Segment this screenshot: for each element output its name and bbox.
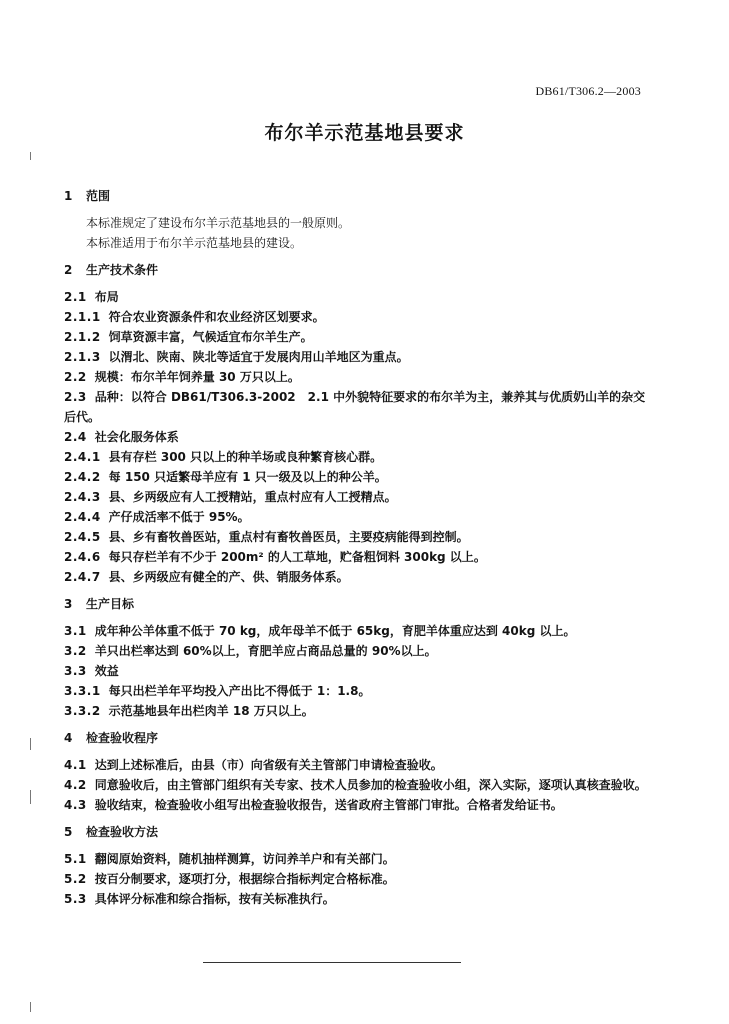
clause-4-2: [64, 775, 654, 795]
section-title: 生产目标: [86, 597, 135, 611]
clause-text: 同意验收后，由主管部门组织有关专家、技术人员参加的检查验收小组，深入实际，逐项认真核查验收。: [94, 778, 647, 792]
clause-text: 县、乡两级应有健全的产、供、销服务体系。: [108, 570, 349, 584]
clause-2-4-5: [64, 527, 654, 547]
clause-4-3: [64, 795, 654, 815]
clause-number: 5.1: [64, 852, 87, 866]
clause-text: 按百分制要求，逐项打分，根据综合指标判定合格标准。: [94, 872, 395, 886]
clause-number: 2.4.4: [64, 510, 101, 524]
clause-number: 2.2: [64, 370, 87, 384]
clause-number: 3.1: [64, 624, 87, 638]
scan-artifact: [30, 790, 31, 804]
clause-number: 4.2: [64, 778, 87, 792]
document-body: [64, 186, 654, 909]
clause-5-2: [64, 869, 654, 889]
paragraph: 本标准规定了建设布尔羊示范基地县的一般原则。: [86, 216, 351, 230]
clause-3-1: [64, 621, 654, 641]
section-title: 生产技术条件: [86, 263, 159, 277]
clause-3-3-2: [64, 701, 654, 721]
clause-text: 以渭北、陕南、陕北等适宜于发展肉用山羊地区为重点。: [108, 350, 409, 364]
clause-text: 社会化服务体系: [94, 430, 179, 444]
clause-2-4-4: [64, 507, 654, 527]
clause-text: 翻阅原始资料，随机抽样测算，访问养羊户和有关部门。: [94, 852, 395, 866]
clause-5-1: [64, 849, 654, 869]
section-title: 检查验收方法: [86, 825, 159, 839]
clause-2-4-1: [64, 447, 654, 467]
clause-text: 效益: [94, 664, 119, 678]
section-number: 5: [64, 825, 73, 839]
clause-number: 2.1.1: [64, 310, 101, 324]
clause-2-1: [64, 287, 654, 307]
clause-number: 4.1: [64, 758, 87, 772]
clause-2-2: [64, 367, 654, 387]
clause-text: 产仔成活率不低于 95%。: [108, 510, 250, 524]
clause-2-3: [64, 387, 654, 427]
section-heading-4: [64, 728, 654, 748]
clause-number: 2.4.1: [64, 450, 101, 464]
clause-number: 2.4.3: [64, 490, 101, 504]
clause-number: 2.3: [64, 390, 87, 404]
clause-number: 4.3: [64, 798, 87, 812]
clause-number: 3.2: [64, 644, 87, 658]
section-heading-1: [64, 186, 654, 206]
clause-number: 2.4: [64, 430, 87, 444]
clause-2-4-6: [64, 547, 654, 567]
clause-2-1-1: [64, 307, 654, 327]
section-title: 检查验收程序: [86, 731, 159, 745]
clause-text: 示范基地县年出栏肉羊 18 万只以上。: [108, 704, 314, 718]
clause-text: 达到上述标准后，由县（市）向省级有关主管部门申请检查验收。: [94, 758, 443, 772]
paragraph: 本标准适用于布尔羊示范基地县的建设。: [86, 236, 303, 250]
clause-text: 规模：布尔羊年饲养量 30 万只以上。: [94, 370, 300, 384]
clause-text: 县、乡有畜牧兽医站，重点村有畜牧兽医员，主要疫病能得到控制。: [108, 530, 469, 544]
clause-number: 5.3: [64, 892, 87, 906]
clause-number: 2.1: [64, 290, 87, 304]
clause-number: 3.3.1: [64, 684, 101, 698]
clause-3-3-1: [64, 681, 654, 701]
clause-2-1-2: [64, 327, 654, 347]
section-heading-5: [64, 822, 654, 842]
clause-text: 验收结束，检查验收小组写出检查验收报告，送省政府主管部门审批。合格者发给证书。: [94, 798, 563, 812]
clause-number: 2.4.2: [64, 470, 101, 484]
clause-2-1-3: [64, 347, 654, 367]
clause-number: 2.4.6: [64, 550, 101, 564]
clause-text: 品种：以符合 DB61/T306.3-2002 2.1 中外貌特征要求的布尔羊为主，兼养其与优质奶山羊的杂交后代。: [64, 390, 646, 424]
clause-3-2: [64, 641, 654, 661]
clause-text: 县、乡两级应有人工授精站，重点村应有人工授精点。: [108, 490, 397, 504]
clause-3-3: [64, 661, 654, 681]
clause-text: 每 150 只适繁母羊应有 1 只一级及以上的种公羊。: [108, 470, 387, 484]
clause-number: 2.1.2: [64, 330, 101, 344]
clause-text: 符合农业资源条件和农业经济区划要求。: [108, 310, 325, 324]
scan-artifact: [30, 1002, 31, 1012]
scan-artifact: [30, 152, 31, 160]
document-title: 布尔羊示范基地县要求: [264, 122, 465, 144]
footer-rule: [203, 962, 461, 963]
clause-number: 2.1.3: [64, 350, 101, 364]
clause-text: 具体评分标准和综合指标，按有关标准执行。: [94, 892, 335, 906]
section-number: 4: [64, 731, 73, 745]
clause-text: 羊只出栏率达到 60%以上，育肥羊应占商品总量的 90%以上。: [94, 644, 437, 658]
section-number: 2: [64, 263, 73, 277]
clause-number: 3.3: [64, 664, 87, 678]
clause-2-4-3: [64, 487, 654, 507]
clause-2-4-2: [64, 467, 654, 487]
clause-text: 每只存栏羊有不少于 200m² 的人工草地，贮备粗饲料 300kg 以上。: [108, 550, 486, 564]
clause-text: 县有存栏 300 只以上的种羊场或良种繁育核心群。: [108, 450, 383, 464]
section-title: 范围: [86, 189, 111, 203]
clause-number: 3.3.2: [64, 704, 101, 718]
clause-4-1: [64, 755, 654, 775]
section-number: 1: [64, 189, 73, 203]
clause-text: 饲草资源丰富，气候适宜布尔羊生产。: [108, 330, 313, 344]
clause-text: 成年种公羊体重不低于 70 kg，成年母羊不低于 65kg，育肥羊体重应达到 40kg 以上。: [94, 624, 576, 638]
scan-artifact: [30, 738, 31, 750]
clause-5-3: [64, 889, 654, 909]
section-number: 3: [64, 597, 73, 611]
clause-number: 2.4.7: [64, 570, 101, 584]
clause-text: 每只出栏羊年平均投入产出比不得低于 1：1.8。: [108, 684, 371, 698]
clause-2-4: [64, 427, 654, 447]
clause-number: 5.2: [64, 872, 87, 886]
section-heading-2: [64, 260, 654, 280]
section-heading-3: [64, 594, 654, 614]
clause-text: 布局: [94, 290, 119, 304]
clause-2-4-7: [64, 567, 654, 587]
document-code: DB61/T306.2—2003: [535, 84, 641, 98]
clause-number: 2.4.5: [64, 530, 101, 544]
